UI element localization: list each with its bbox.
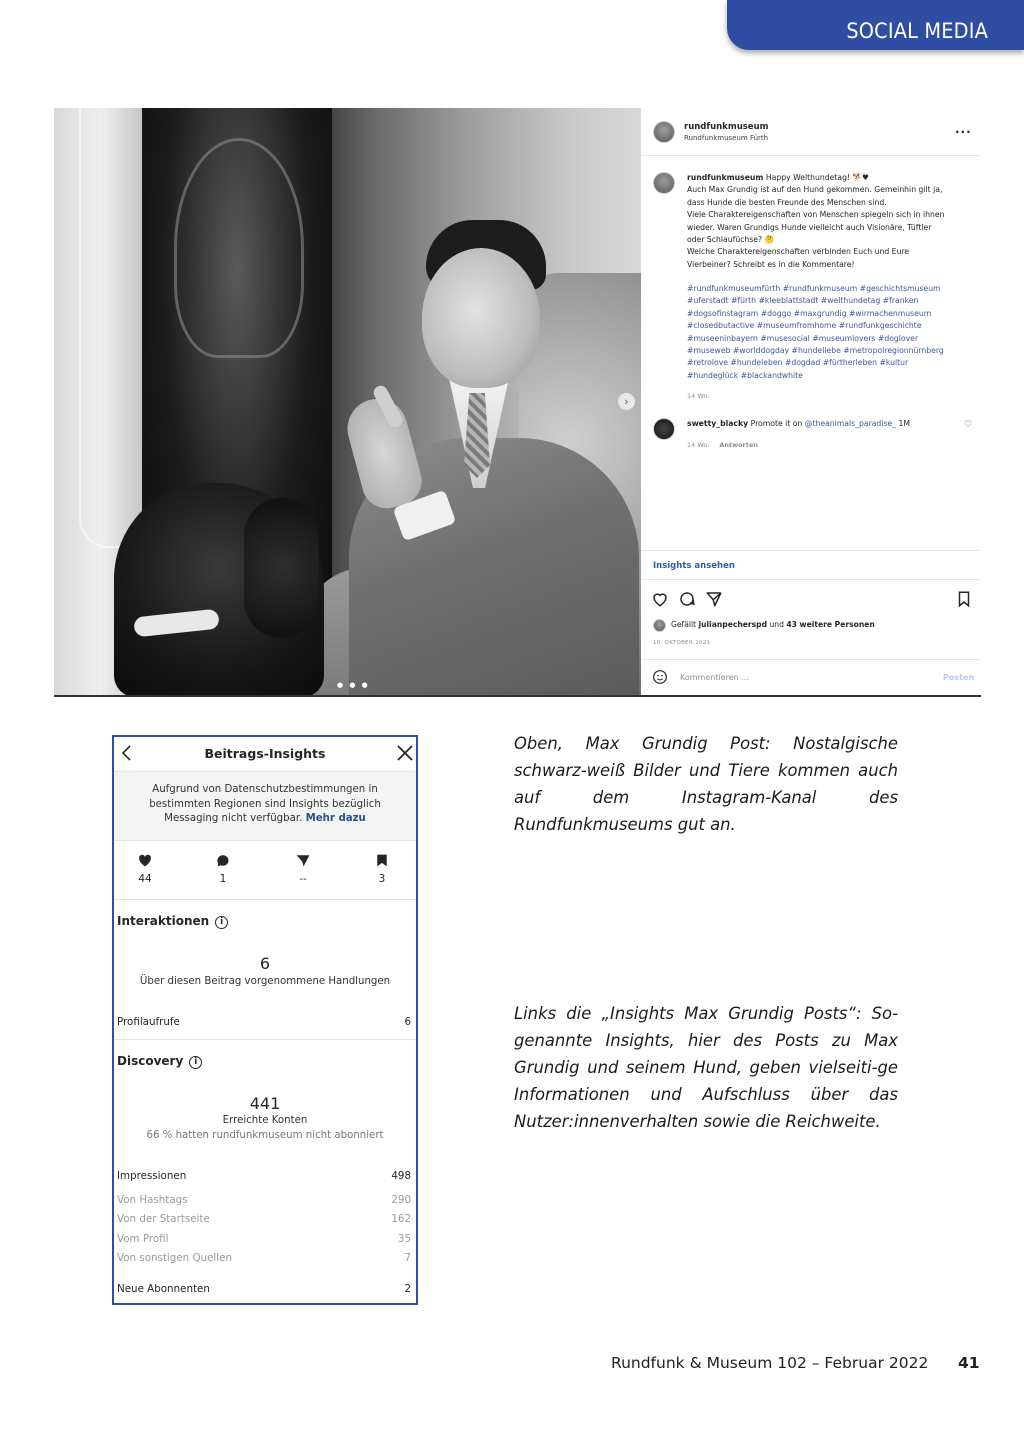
share-icon[interactable] bbox=[705, 590, 723, 608]
bookmark-icon[interactable] bbox=[955, 590, 973, 608]
post-username[interactable]: rundfunkmuseum bbox=[684, 122, 769, 132]
comment-meta: 14 Wo. Antworten bbox=[687, 441, 758, 449]
section-title: SOCIAL MEDIA bbox=[846, 19, 988, 43]
post-sidebar bbox=[641, 108, 981, 697]
post-date: 10. OKTOBER 2021 bbox=[653, 640, 711, 646]
comment-icon[interactable] bbox=[678, 590, 696, 608]
metric-shares: -- bbox=[273, 854, 333, 885]
discovery-heading: Discovery i bbox=[117, 1054, 202, 1069]
post-insights-panel bbox=[112, 735, 418, 1305]
info-icon[interactable]: i bbox=[215, 916, 228, 929]
info-icon[interactable]: i bbox=[189, 1056, 202, 1069]
view-insights-link[interactable]: Insights ansehen bbox=[653, 561, 735, 571]
discovery-subcaption: 66 % hatten rundfunkmuseum nicht abonniert bbox=[146, 1130, 384, 1141]
next-image-icon[interactable]: › bbox=[618, 393, 635, 410]
close-icon[interactable] bbox=[395, 743, 415, 763]
divider bbox=[54, 695, 981, 697]
metric-comments: 1 bbox=[193, 854, 253, 885]
learn-more-link[interactable]: Mehr dazu bbox=[305, 813, 366, 824]
stat-row: Von Hashtags 290 bbox=[117, 1194, 411, 1206]
discovery-caption: Erreichte Konten bbox=[222, 1115, 308, 1126]
section-tab bbox=[727, 0, 1024, 50]
post-comment-button[interactable]: Posten bbox=[943, 673, 975, 682]
stat-row[interactable]: Neue Abonnenten 2 bbox=[117, 1283, 411, 1295]
footer-publication: Rundfunk & Museum 102 – Februar 2022 bbox=[611, 1354, 929, 1372]
stat-row: Von der Startseite 162 bbox=[117, 1213, 411, 1225]
post-caption: rundfunkmuseum Happy Welthundetag! 🐕♥ Auch Max Grundig ist auf den Hund gekommen. Gemeinhin gilt ja, dass Hunde die besten Freunde des Menschen sind. Viele Charaktereigenschaften von Menschen spiegeln sich in ihnen wieder. Waren Grundigs Hunde vielleicht auch Visionäre, Tüftler oder Schlaufüchse? 🤔 Welche Charaktereigenschaften verbinden Euch und Eure Vierbeiner? Schreibt es in die Kommentare! bbox=[687, 173, 945, 269]
share-icon bbox=[296, 854, 310, 867]
interactions-heading: Interaktionen i bbox=[117, 914, 228, 929]
comment-icon bbox=[216, 854, 230, 867]
comment-mention[interactable]: @theanimals_paradise_ bbox=[804, 419, 897, 428]
commenter-avatar[interactable] bbox=[653, 418, 675, 440]
comment: swetty_blacky Promote it on @theanimals_paradise_ 1M bbox=[687, 419, 911, 428]
like-icon[interactable] bbox=[651, 590, 669, 608]
bookmark-icon bbox=[376, 854, 388, 867]
likes-summary[interactable]: Gefällt julianpecherspd und 43 weitere Personen bbox=[671, 620, 875, 629]
stat-row[interactable]: Impressionen 498 bbox=[117, 1170, 411, 1182]
interactions-caption: Über diesen Beitrag vorgenommene Handlungen bbox=[139, 976, 391, 987]
privacy-notice: Aufgrund von Datenschutzbestimmungen in bestimmten Regionen sind Insights bezüglich Messaging nicht verfügbar. Mehr dazu bbox=[114, 771, 416, 841]
caption-timestamp: 14 Wo. bbox=[687, 392, 710, 400]
comment-like-icon[interactable]: ♡ bbox=[964, 420, 973, 430]
more-options-icon[interactable]: ... bbox=[955, 122, 972, 136]
post-location[interactable]: Rundfunkmuseum Fürth bbox=[684, 134, 769, 142]
heart-icon bbox=[138, 854, 152, 867]
caption-avatar[interactable] bbox=[653, 172, 675, 194]
avatar[interactable] bbox=[653, 121, 675, 143]
metric-saves: 3 bbox=[352, 854, 412, 885]
stat-row: Vom Profil 35 bbox=[117, 1233, 411, 1245]
stat-row[interactable]: Profilaufrufe 6 bbox=[117, 1016, 411, 1028]
metric-likes: 44 bbox=[115, 854, 175, 885]
page-number: 41 bbox=[958, 1354, 980, 1372]
caption-text-top: Oben, Max Grundig Post: Nostalgische schwarz-weiß Bilder und Tiere kommen auch auf dem Instagram-Kanal des Rundfunkmuseums gut an. bbox=[514, 734, 898, 834]
comment-username[interactable]: swetty_blacky bbox=[687, 419, 749, 428]
carousel-dots: ● ● ● bbox=[337, 681, 370, 689]
stat-row: Von sonstigen Quellen 7 bbox=[117, 1252, 411, 1264]
interactions-value: 6 bbox=[259, 954, 271, 973]
comment-input[interactable]: Kommentieren ... bbox=[680, 673, 749, 682]
reply-button[interactable]: Antworten bbox=[719, 441, 758, 449]
post-photo[interactable] bbox=[54, 108, 641, 697]
caption-username[interactable]: rundfunkmuseum bbox=[687, 173, 764, 182]
emoji-icon[interactable] bbox=[652, 669, 668, 685]
post-hashtags[interactable]: #rundfunkmuseumfürth #rundfunkmuseum #geschichtsmuseum #uferstadt #fürth #kleeblattstadt #welthundetag #franken #dogsofinstagram #doggo #maxgrundig #wirmachenmuseum #closedbutactive #museumfromhome #rundfunkgeschichte #museeninbayern #musesocial #museumlovers #doglover #museweb #worlddogday #hundeliebe #metropolregionnürnberg #retrolove #hundeleben #dogdad #fürtherleben #kultur #hundeglück #blackandwhite bbox=[687, 284, 944, 380]
caption-text-bottom: Links die „Insights Max Grundig Posts“: So-genannte Insights, hier des Posts zu Max Grundig und seinem Hund, geben vielseiti-ge Informationen und Aufschluss über das Nutzer:innenverhalten sowie die Reichweite. bbox=[514, 1004, 898, 1131]
insights-title: Beitrags-Insights bbox=[204, 746, 326, 761]
discovery-value: 441 bbox=[249, 1094, 281, 1113]
liker-avatar[interactable] bbox=[653, 619, 666, 632]
instagram-post-screenshot bbox=[54, 108, 981, 697]
